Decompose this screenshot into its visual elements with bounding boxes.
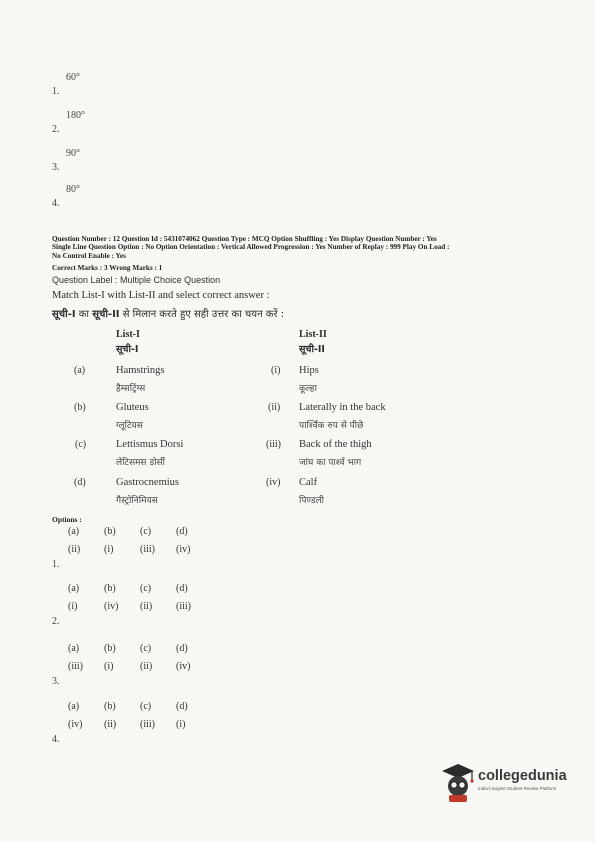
list1-header xyxy=(116,327,140,357)
option-value: 180° xyxy=(66,110,85,121)
marks-info: Correct Marks : 3 Wrong Marks : 1 xyxy=(52,264,163,272)
match-row-a xyxy=(0,365,595,401)
col-label: (b) xyxy=(104,701,116,712)
option-number: 3. xyxy=(52,162,60,173)
option-number: 2. xyxy=(52,616,60,627)
match-value: (iii) xyxy=(140,719,155,730)
col-label: (b) xyxy=(104,583,116,594)
meta-line: Question Number : 12 Question Id : 5431074062 Question Type : MCQ Option Shuffling : Yes Display Question Number : Yes xyxy=(52,235,437,243)
option-number: 4. xyxy=(52,198,60,209)
option-header-row xyxy=(68,701,212,712)
list1-ref: सूची-I xyxy=(52,309,76,320)
match-value: (i) xyxy=(176,719,186,730)
list2-marker: (iv) xyxy=(266,477,281,488)
question-text-hindi xyxy=(52,306,284,320)
list2-marker: (iii) xyxy=(266,439,281,450)
match-value: (ii) xyxy=(140,661,153,672)
col-label: (c) xyxy=(140,643,152,654)
option-answer-row xyxy=(68,719,212,730)
match-value: (iii) xyxy=(140,544,155,555)
match-value: (ii) xyxy=(140,601,153,612)
col-label: (d) xyxy=(176,583,188,594)
match-value: (iii) xyxy=(176,601,191,612)
col-label: (c) xyxy=(140,583,152,594)
answer-option-4[interactable] xyxy=(52,701,252,753)
list1-item: Hamstrings xyxy=(116,365,165,376)
option-answer-row xyxy=(68,661,212,672)
option-value: 80° xyxy=(66,184,80,195)
option-number: 1. xyxy=(52,559,60,570)
question-hindi-rest: से मिलान करते हुए सही उत्तर का चयन करें : xyxy=(119,309,285,320)
col-label: (c) xyxy=(140,526,152,537)
list1-title-hindi: सूची-I xyxy=(116,344,139,355)
col-label: (a) xyxy=(68,701,80,712)
list2-item-hindi: जांघ का पार्श्व भाग xyxy=(299,458,362,468)
col-label: (a) xyxy=(68,643,80,654)
list1-item: Gluteus xyxy=(116,402,149,413)
list1-item-hindi: गैस्ट्रोनिमियस xyxy=(116,496,158,506)
match-row-c xyxy=(0,439,595,475)
option-header-row xyxy=(68,643,212,654)
list2-item: Calf xyxy=(299,477,318,488)
list1-marker: (b) xyxy=(74,402,86,413)
answer-option-1[interactable] xyxy=(52,526,252,578)
list2-item: Hips xyxy=(299,365,319,376)
question-text-english: Match List-I with List-II and select correct answer : xyxy=(52,290,270,301)
option-number: 1. xyxy=(52,86,60,97)
match-row-d xyxy=(0,477,595,513)
list2-marker: (i) xyxy=(271,365,281,376)
list1-marker: (a) xyxy=(74,365,86,376)
col-label: (b) xyxy=(104,643,116,654)
answer-option-3[interactable] xyxy=(52,643,252,695)
col-label: (b) xyxy=(104,526,116,537)
col-label: (a) xyxy=(68,583,80,594)
option-answer-row xyxy=(68,544,212,555)
list1-item: Gastrocnemius xyxy=(116,477,179,488)
list1-marker: (d) xyxy=(74,477,86,488)
list1-marker: (c) xyxy=(75,439,87,450)
previous-option-3 xyxy=(52,148,172,178)
list2-header xyxy=(299,327,327,357)
meta-line: No Control Enable : Yes xyxy=(52,251,126,260)
list2-title-hindi: सूची-II xyxy=(299,344,325,355)
list2-item: Laterally in the back xyxy=(299,402,386,413)
list1-title: List-I xyxy=(116,329,140,340)
match-value: (iv) xyxy=(176,661,191,672)
list2-item-hindi: पिण्डली xyxy=(299,496,324,506)
match-value: (i) xyxy=(104,544,114,555)
match-value: (ii) xyxy=(68,544,81,555)
col-label: (c) xyxy=(140,701,152,712)
question-meta xyxy=(52,235,562,260)
list2-title: List-II xyxy=(299,329,327,340)
answer-option-2[interactable] xyxy=(52,583,252,635)
option-header-row xyxy=(68,583,212,594)
col-label: (d) xyxy=(176,526,188,537)
list1-item-hindi: लेटिसमस डोर्सी xyxy=(116,458,165,468)
match-value: (i) xyxy=(104,661,114,672)
option-number: 3. xyxy=(52,676,60,687)
list1-item-hindi: ग्लूटियस xyxy=(116,421,143,431)
match-value: (i) xyxy=(68,601,78,612)
logo-tagline: India's largest Student Review Platform xyxy=(478,786,557,791)
list2-ref: सूची-II xyxy=(92,309,120,320)
question-label: Question Label : Multiple Choice Question xyxy=(52,275,221,285)
list1-item-hindi: हैम्सट्रिंग्स xyxy=(116,384,146,394)
match-value: (iv) xyxy=(68,719,83,730)
previous-option-4 xyxy=(52,184,172,214)
list2-marker: (ii) xyxy=(268,402,281,413)
match-value: (ii) xyxy=(104,719,117,730)
connector: का xyxy=(75,309,93,320)
list2-item: Back of the thigh xyxy=(299,439,372,450)
match-value: (iv) xyxy=(176,544,191,555)
col-label: (d) xyxy=(176,701,188,712)
option-number: 2. xyxy=(52,124,60,135)
logo-wordmark: collegedunia xyxy=(478,768,567,784)
previous-option-2 xyxy=(52,110,172,140)
option-value: 90° xyxy=(66,148,80,159)
col-label: (d) xyxy=(176,643,188,654)
option-value: 60° xyxy=(66,72,80,83)
col-label: (a) xyxy=(68,526,80,537)
list2-item-hindi: कूल्हा xyxy=(299,384,317,394)
list2-item-hindi: पार्श्विक रुप से पीछे xyxy=(299,421,364,431)
match-value: (iv) xyxy=(104,601,119,612)
option-answer-row xyxy=(68,601,212,612)
collegedunia-logo xyxy=(440,762,580,808)
meta-line: Single Line Question Option : No Option Orientation : Vertical Allowed Progression : Yes Number of Replay : 999 Play On Load : xyxy=(52,243,450,252)
match-row-b xyxy=(0,402,595,438)
list1-item: Lettismus Dorsi xyxy=(116,439,184,450)
match-value: (iii) xyxy=(68,661,83,672)
graduate-mascot-icon xyxy=(440,762,476,804)
option-header-row xyxy=(68,526,212,537)
options-title: Options : xyxy=(52,515,82,524)
previous-option-1 xyxy=(52,72,172,102)
option-number: 4. xyxy=(52,734,60,745)
